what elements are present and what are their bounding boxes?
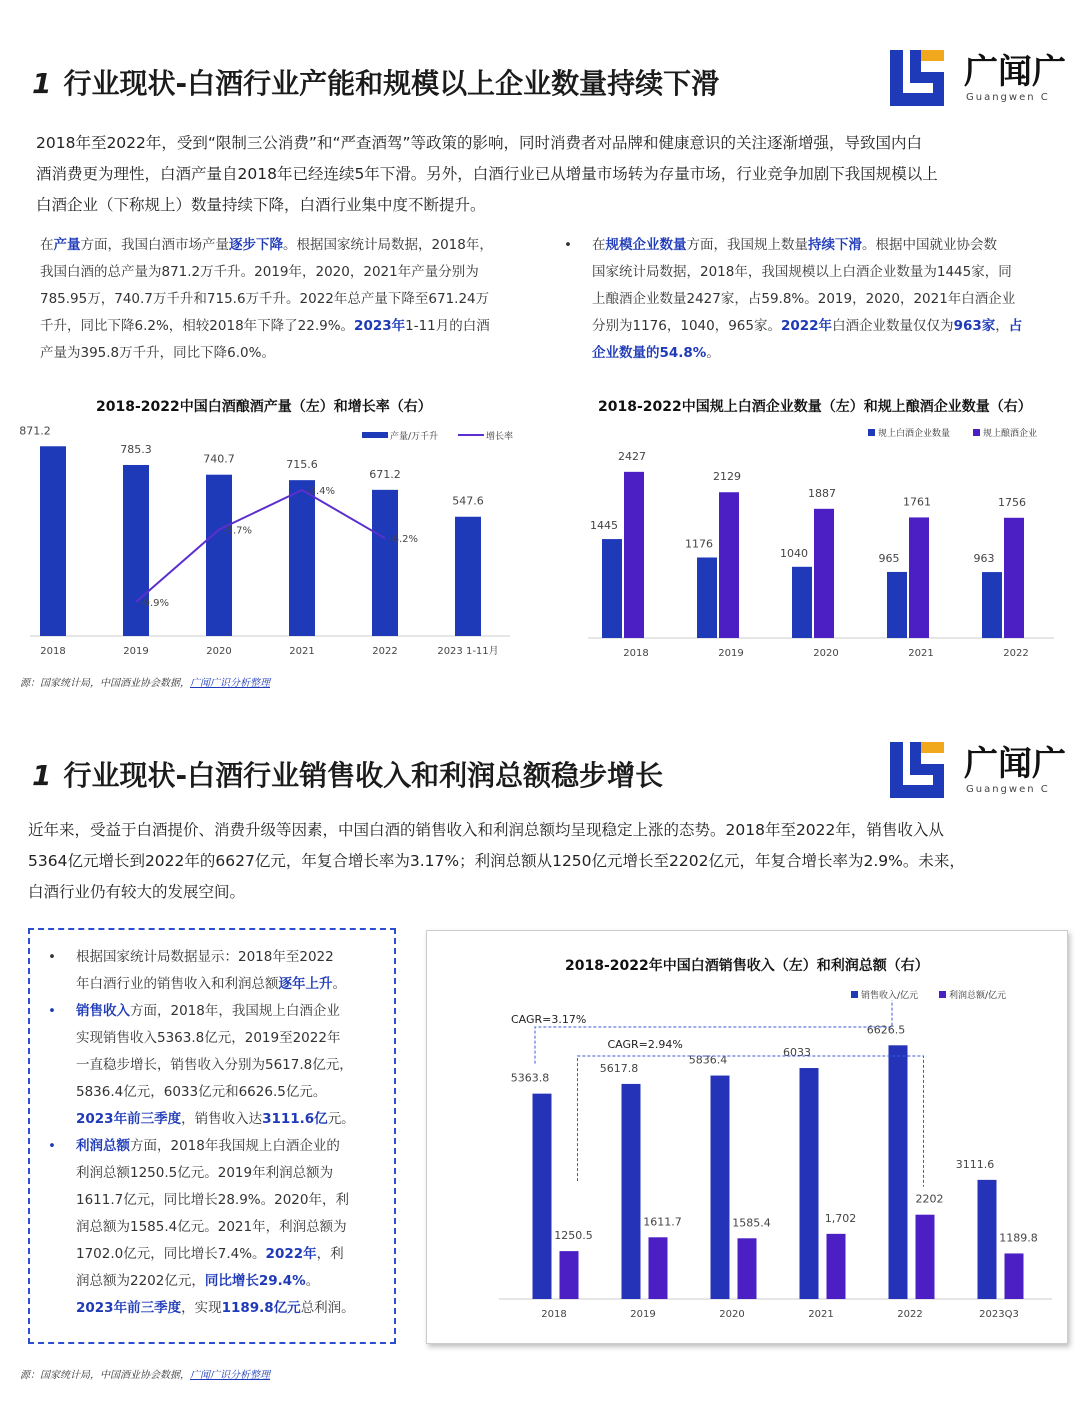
- bullet-dot: •: [48, 949, 56, 965]
- note-line: 销售收入方面，2018年，我国规上白酒企业: [76, 1003, 340, 1019]
- bar-value-label: 1756: [998, 495, 1026, 509]
- enterprise-chart: [580, 420, 1054, 670]
- chart1-title: 2018-2022中国白酒酿酒产量（左）和增长率（右）: [96, 399, 432, 415]
- intro-line: 白酒企业（下称规上）数量持续下降，白酒行业集中度不断提升。: [36, 196, 486, 214]
- text-line: 国家统计局数据，2018年，我国规模以上白酒企业数量为1445家，同: [592, 264, 1012, 280]
- bar-brewing-enterprises: [624, 472, 644, 638]
- bar-value-label: 785.3: [120, 442, 152, 456]
- bar-baijiu-enterprises: [602, 539, 622, 638]
- bar-value-label: 6626.5: [866, 1023, 906, 1037]
- legend-label: 规上酿酒企业: [983, 429, 1038, 439]
- cagr-profit-label: CAGR=2.94%: [607, 1038, 683, 1051]
- bar-value-label: 2129: [713, 470, 741, 484]
- bar-value-label: 871.2: [19, 424, 51, 438]
- production-text-block: [40, 232, 540, 367]
- brand-logo: [888, 46, 1088, 110]
- bar-value-label: 547.6: [452, 494, 484, 508]
- bar-value-label: 1761: [903, 495, 931, 509]
- note-line: 2023年前三季度，销售收入达3111.6亿元。: [76, 1111, 355, 1127]
- bar-value-label: 715.6: [286, 458, 318, 472]
- bar-revenue: [622, 1084, 641, 1299]
- bar-value-label: 1040: [780, 546, 808, 560]
- bar-value-label: 5363.8: [510, 1071, 550, 1085]
- text-line: 产量为395.8万千升，同比下降6.0%。: [40, 345, 275, 361]
- note-bullet: [46, 1133, 386, 1322]
- note-bullet: [46, 944, 386, 998]
- x-tick-label: 2020: [719, 1309, 745, 1320]
- bar-value-label: 965: [878, 551, 900, 565]
- note-line: 实现销售收入5363.8亿元，2019至2022年: [76, 1030, 341, 1046]
- intro-line: 酒消费更为理性，白酒产量自2018年已经连续5年下滑。另外，白酒行业已从增量市场转为存量市场，行业竞争加剧下我国规模以上: [36, 165, 938, 183]
- text-line: 上酿酒企业数量2427家，占59.8%。2019，2020，2021年白酒企业: [592, 291, 1016, 307]
- legend-swatch: [868, 429, 875, 436]
- legend-swatch-production: [362, 432, 388, 438]
- x-tick-label: 2020: [206, 646, 232, 657]
- bar-value-label: 1445: [590, 519, 618, 533]
- note-bullet: [46, 998, 386, 1133]
- text-line: 785.95万，740.7万千升和715.6万千升。2022年总产量下降至671.24万: [40, 291, 490, 307]
- x-tick-label: 2020: [813, 648, 839, 659]
- legend-label: 增长率: [486, 432, 514, 442]
- bar-profit: [649, 1237, 668, 1299]
- bar-production: [372, 490, 398, 636]
- bar-value-label: 2427: [618, 449, 646, 463]
- bar-revenue: [978, 1180, 997, 1299]
- revenue-chart: [427, 981, 1067, 1331]
- source-link[interactable]: 广闻广识分析整理: [190, 678, 270, 689]
- note-line: 5836.4亿元，6033亿元和6626.5亿元。: [76, 1084, 327, 1100]
- revenue-chart-panel: [426, 930, 1068, 1344]
- x-tick-label: 2023Q3: [979, 1309, 1019, 1320]
- x-tick-label: 2023 1-11月: [437, 646, 499, 657]
- note-line: 1611.7亿元，同比增长28.9%。2020年，利: [76, 1192, 349, 1208]
- section1-intro: [36, 128, 1054, 221]
- bar-value-label: 1887: [808, 486, 836, 500]
- bar-baijiu-enterprises: [887, 572, 907, 638]
- note-line: 一直稳步增长，销售收入分别为5617.8亿元，: [76, 1057, 353, 1073]
- intro-line: 2018年至2022年，受到“限制三公消费”和“严查酒驾”等政策的影响，同时消费者对品牌和健康意识的关注逐渐增强，导致国内白: [36, 134, 923, 152]
- bar-production: [40, 446, 66, 636]
- production-chart: [19, 420, 530, 670]
- section2-intro: [28, 815, 1054, 908]
- note-line: 2023年前三季度，实现1189.8亿元总利润。: [76, 1300, 355, 1316]
- bar-brewing-enterprises: [909, 517, 929, 638]
- bar-value-label: 1176: [685, 537, 713, 551]
- x-tick-label: 2019: [630, 1309, 656, 1320]
- growth-rate-label: -6.2%: [389, 534, 419, 546]
- x-tick-label: 2021: [289, 646, 315, 657]
- bar-brewing-enterprises: [814, 509, 834, 638]
- intro-line: 5364亿元增长到2022年的6627亿元，年复合增长率为3.17%；利润总额从1250亿元增长至2202亿元，年复合增长率为2.9%。未来，: [28, 852, 965, 870]
- intro-line: 白酒行业仍有较大的发展空间。: [28, 883, 246, 901]
- bar-value-label: 1,702: [824, 1211, 857, 1225]
- cagr-revenue-label: CAGR=3.17%: [511, 1013, 587, 1026]
- enterprise-text-block: [592, 232, 1054, 367]
- note-line: 根据国家统计局数据显示：2018年至2022: [76, 949, 334, 965]
- intro-line: 近年来，受益于白酒提价、消费升级等因素，中国白酒的销售收入和利润总额均呈现稳定上涨的态势。2018年至2022年，销售收入从: [28, 821, 944, 839]
- bar-revenue: [711, 1076, 730, 1299]
- bar-profit: [1005, 1253, 1024, 1299]
- growth-rate-label: -3.4%: [306, 486, 336, 497]
- bar-value-label: 2202: [915, 1192, 944, 1206]
- bullet-dot: •: [48, 1003, 56, 1019]
- x-tick-label: 2022: [372, 646, 398, 657]
- source-link[interactable]: 广闻广识分析整理: [190, 1370, 270, 1381]
- text-line: 在规模企业数量方面，我国规上数量持续下滑。根据中国就业协会数: [592, 237, 997, 253]
- brand-subtitle: Guangwen C: [966, 92, 1050, 103]
- legend-label: 销售收入/亿元: [861, 991, 919, 1001]
- bar-production: [206, 475, 232, 636]
- legend-label: 产量/万千升: [390, 432, 439, 442]
- bar-profit: [827, 1234, 846, 1299]
- section1-source: 源：国家统计局，中国酒业协会数据，广闻广识分析整理: [20, 678, 270, 689]
- bar-brewing-enterprises: [1004, 518, 1024, 638]
- text-line: 在产量方面，我国白酒市场产量逐步下降。根据国家统计局数据，2018年，: [40, 237, 493, 253]
- x-tick-label: 2022: [897, 1309, 923, 1320]
- text-line: 千升，同比下降6.2%，相较2018年下降了22.9%。2023年1-11月的白酒: [40, 318, 490, 334]
- x-tick-label: 2018: [623, 648, 649, 659]
- bar-value-label: 1585.4: [732, 1216, 771, 1230]
- bar-profit: [738, 1238, 757, 1299]
- section1-title: 1 行业现状-白酒行业产能和规模以上企业数量持续下滑: [32, 67, 720, 100]
- bar-brewing-enterprises: [719, 492, 739, 638]
- section2-source: 源：国家统计局，中国酒业协会数据，广闻广识分析整理: [20, 1370, 270, 1381]
- legend-swatch: [851, 991, 858, 998]
- bar-value-label: 5617.8: [599, 1061, 639, 1075]
- chart2-title: 2018-2022中国规上白酒企业数量（左）和规上酿酒企业数量（右）: [598, 399, 1032, 415]
- bar-value-label: 6033: [783, 1046, 811, 1060]
- revenue-notes-box: [28, 928, 396, 1344]
- bar-baijiu-enterprises: [792, 567, 812, 638]
- bar-baijiu-enterprises: [982, 572, 1002, 638]
- revenue-notes-list: [46, 944, 386, 1322]
- bar-value-label: 3111.6: [955, 1157, 995, 1171]
- bar-value-label: 5836.4: [688, 1053, 728, 1067]
- note-line: 1702.0亿元，同比增长7.4%。2022年，利: [76, 1246, 344, 1262]
- note-line: 利润总额方面，2018年我国规上白酒企业的: [76, 1138, 340, 1154]
- brand-name: 广闻广: [964, 744, 1066, 784]
- chart3-title: 2018-2022年中国白酒销售收入（左）和利润总额（右）: [565, 958, 929, 974]
- bar-value-label: 1250.5: [554, 1229, 593, 1243]
- note-line: 年白酒行业的销售收入和利润总额逐年上升。: [76, 976, 346, 992]
- brand-logo: [888, 738, 1088, 802]
- bar-revenue: [889, 1045, 908, 1299]
- x-tick-label: 2021: [908, 648, 934, 659]
- growth-rate-label: -9.9%: [140, 598, 170, 609]
- bar-profit: [916, 1215, 935, 1299]
- growth-line: [136, 490, 385, 602]
- x-tick-label: 2019: [123, 646, 149, 657]
- bar-value-label: 1189.8: [999, 1231, 1038, 1245]
- x-tick-label: 2021: [808, 1309, 834, 1320]
- text-line: 分别为1176，1040，965家。2022年白酒企业数量仅仅为963家，占: [592, 318, 1023, 334]
- section2-title: 1 行业现状-白酒行业销售收入和利润总额稳步增长: [32, 759, 664, 792]
- bar-production: [289, 480, 315, 636]
- bar-value-label: 963: [973, 552, 995, 566]
- legend-label: 利润总额/亿元: [949, 991, 1007, 1001]
- brand-name: 广闻广: [964, 52, 1066, 92]
- bullet-dot: •: [564, 237, 572, 253]
- x-tick-label: 2018: [40, 646, 66, 657]
- brand-logo-icon: [888, 738, 948, 800]
- bar-profit: [560, 1251, 579, 1299]
- bullet-dot: •: [48, 1138, 56, 1154]
- bar-value-label: 740.7: [203, 452, 235, 466]
- bar-production: [123, 465, 149, 636]
- bar-production: [455, 517, 481, 636]
- bar-baijiu-enterprises: [697, 557, 717, 638]
- bar-value-label: 671.2: [369, 467, 401, 481]
- note-line: 润总额为1585.4亿元。2021年，利润总额为: [76, 1219, 347, 1235]
- legend-label: 规上白酒企业数量: [878, 429, 951, 439]
- note-line: 润总额为2202亿元，同比增长29.4%。: [76, 1273, 320, 1289]
- note-line: 利润总额1250.5亿元。2019年利润总额为: [76, 1165, 334, 1181]
- x-tick-label: 2019: [718, 648, 744, 659]
- x-tick-label: 2022: [1003, 648, 1029, 659]
- brand-logo-icon: [888, 46, 948, 108]
- bar-value-label: 1611.7: [643, 1215, 682, 1229]
- bar-revenue: [800, 1068, 819, 1299]
- text-line: 企业数量的54.8%。: [592, 345, 720, 361]
- brand-subtitle: Guangwen C: [966, 784, 1050, 795]
- growth-rate-label: -5.7%: [223, 525, 253, 537]
- x-tick-label: 2018: [541, 1309, 567, 1320]
- text-line: 我国白酒的总产量为871.2万千升。2019年，2020，2021年产量分别为: [40, 264, 479, 280]
- bar-revenue: [533, 1094, 552, 1299]
- legend-swatch: [939, 991, 946, 998]
- legend-swatch: [973, 429, 980, 436]
